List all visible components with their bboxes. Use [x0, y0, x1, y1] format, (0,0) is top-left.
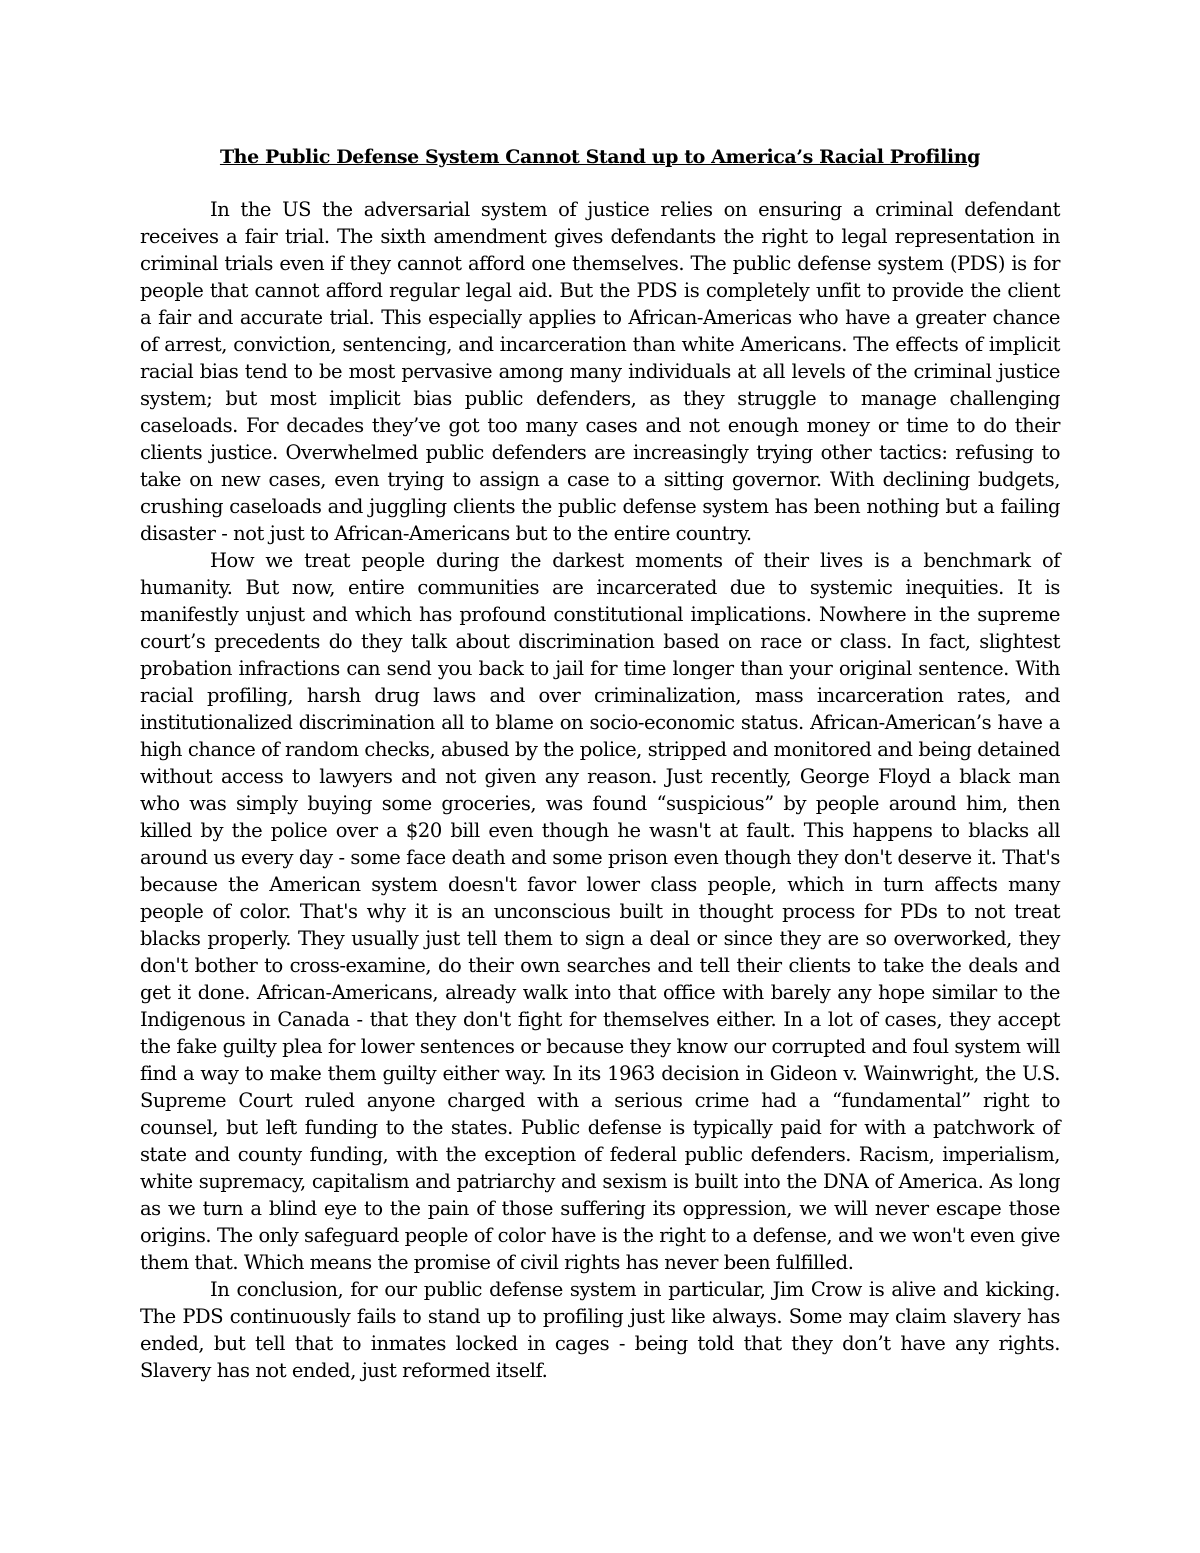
paragraph-1: In the US the adversarial system of justice relies on ensuring a criminal defendant receives a fair trial. The sixth amendment gives defendants the right to legal representation in criminal trials even if they cannot afford one themselves. The public defense system (PDS) is for people that cannot afford regular legal aid. But the PDS is completely unfit to provide the client a fair and accurate trial. This especially applies to African-Americas who have a greater chance of arrest, conviction, sentencing, and incarceration than white Americans. The effects of implicit racial bias tend to be most pervasive among many individuals at all levels of the criminal justice system; but most implicit bias public defenders, as they struggle to manage challenging caseloads. For decades they’ve got too many cases and not enough money or time to do their clients justice. Overwhelmed public defenders are increasingly trying other tactics: refusing to take on new cases, even trying to assign a case to a sitting governor. With declining budgets, crushing caseloads and juggling clients the public defense system has been nothing but a failing disaster - not just to African-Americans but to the entire country.	[140, 198, 1060, 545]
document-body	[140, 196, 1060, 1384]
paragraph-3: In conclusion, for our public defense system in particular, Jim Crow is alive and kicking. The PDS continuously fails to stand up to profiling just like always. Some may claim slavery has ended, but tell that to inmates locked in cages - being told that they don’t have any rights. Slavery has not ended, just reformed itself.	[140, 1278, 1060, 1382]
paragraph-2: How we treat people during the darkest moments of their lives is a benchmark of humanity. But now, entire communities are incarcerated due to systemic inequities. It is manifestly unjust and which has profound constitutional implications. Nowhere in the supreme court’s precedents do they talk about discrimination based on race or class. In fact, slightest probation infractions can send you back to jail for time longer than your original sentence. With racial profiling, harsh drug laws and over criminalization, mass incarceration rates, and institutionalized discrimination all to blame on socio-economic status. African-American’s have a high chance of random checks, abused by the police, stripped and monitored and being detained without access to lawyers and not given any reason. Just recently, George Floyd a black man who was simply buying some groceries, was found “suspicious” by people around him, then killed by the police over a $20 bill even though he wasn't at fault. This happens to blacks all around us every day - some face death and some prison even though they don't deserve it. That's because the American system doesn't favor lower class people, which in turn affects many people of color. That's why it is an unconscious built in thought process for PDs to not treat blacks properly. They usually just tell them to sign a deal or since they are so overworked, they don't bother to cross-examine, do their own searches and tell their clients to take the deals and get it done. African-Americans, already walk into that office with barely any hope similar to the Indigenous in Canada - that they don't fight for themselves either. In a lot of cases, they accept the fake guilty plea for lower sentences or because they know our corrupted and foul system will find a way to make them guilty either way. In its 1963 decision in Gideon v. Wainwright, the U.S. Supreme Court ruled anyone charged with a serious crime had a “fundamental” right to counsel, but left funding to the states. Public defense is typically paid for with a patchwork of state and county funding, with the exception of federal public defenders. Racism, imperialism, white supremacy, capitalism and patriarchy and sexism is built into the DNA of America. As long as we turn a blind eye to the pain of those suffering its oppression, we will never escape those origins. The only safeguard people of color have is the right to a defense, and we won't even give them that. Which means the promise of civil rights has never been fulfilled.	[140, 549, 1060, 1274]
document-title: The Public Defense System Cannot Stand up to America’s Racial Profiling	[219, 146, 981, 168]
